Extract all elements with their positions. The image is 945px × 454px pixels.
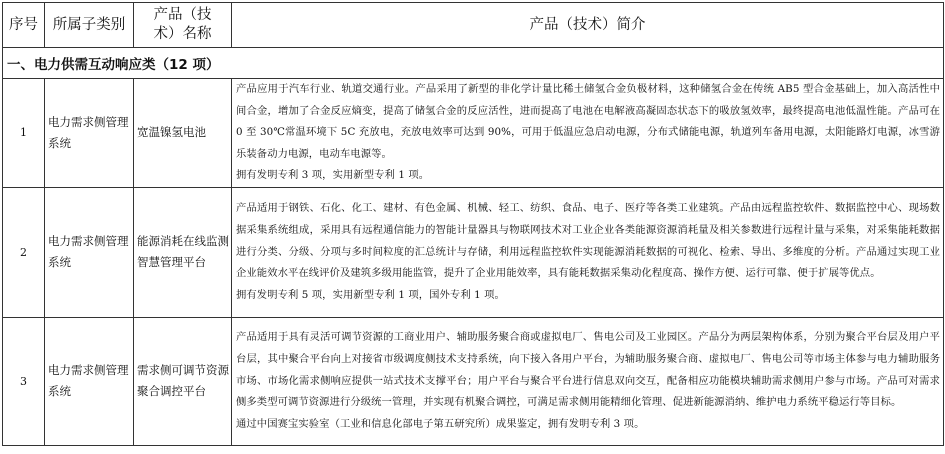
row-product-name: 宽温镍氢电池 bbox=[134, 79, 232, 188]
row-product-name: 能源消耗在线监测智慧管理平台 bbox=[134, 187, 232, 317]
patent-text: 拥有发明专利 5 项，实用新型专利 1 项，国外专利 1 项。 bbox=[236, 288, 505, 301]
row-category: 电力需求侧管理系统 bbox=[45, 317, 134, 445]
row-description bbox=[232, 317, 944, 445]
row-category: 电力需求侧管理系统 bbox=[45, 79, 134, 188]
section-title: 一、电力供需互动响应类（12 项） bbox=[3, 48, 944, 79]
row-category: 电力需求侧管理系统 bbox=[45, 187, 134, 317]
row-description bbox=[232, 79, 944, 188]
description-text: 产品适用于具有灵活可调节资源的工商业用户、辅助服务聚合商或虚拟电厂、售电公司及工业园区。产品分为两层架构体系，分别为聚合平台层及用户平台层，其中聚合平台向上对接省市级调度侧技术支持系统，向下接入各用户平台，为辅助服务聚合商、虚拟电厂、售电公司等市场主体参与电力辅助服务市场、市场化需求侧响应提供一站式技术支撑平台；用户平台与聚合平台进行信息双向交互，配备相应功能模块辅助需求侧用户参与市场。产品可对需求侧多类型可调节资源进行分级统一管理，并实现有机聚合调控，可满足需求侧用能精细化管理、促进新能源消纳、维护电力系统平稳运行等目标。 bbox=[236, 331, 940, 409]
row-number: 2 bbox=[3, 187, 45, 317]
section-row bbox=[3, 48, 944, 79]
header-desc: 产品（技术）简介 bbox=[232, 3, 944, 48]
row-number: 3 bbox=[3, 317, 45, 445]
row-description bbox=[232, 187, 944, 317]
row-product-name: 需求侧可调节资源聚合调控平台 bbox=[134, 317, 232, 445]
table-header-row bbox=[3, 3, 944, 48]
description-text: 产品适用于钢铁、石化、化工、建材、有色金属、机械、轻工、纺织、食品、电子、医疗等各类工业建筑。产品由远程监控软件、数据监控中心、现场数据采集系统组成，采用具有远程通信能力的智能计量器具与物联网技术对工业企业各类能源资源消耗量及相关参数进行远程计量与采集，对采集能耗数据进行分类、分级、分项与多时间粒度的汇总统计与存储，利用远程监控软件实现能源消耗数据的可视化、检索、导出、多维度的分析。产品通过实现工业企业能效水平在线评价及建筑多级用能监管，提升了企业用能效率，具有能耗数据采集动化程度高、操作方便、运行可靠、便于扩展等优点。 bbox=[236, 202, 940, 280]
header-no: 序号 bbox=[3, 3, 45, 48]
table-row bbox=[3, 79, 944, 188]
table-row bbox=[3, 187, 944, 317]
product-table bbox=[2, 2, 944, 446]
description-text: 产品应用于汽车行业、轨道交通行业。产品采用了新型的非化学计量比稀土储氢合金负极材料，这种储氢合金在传统 AB5 型合金基础上，加入高活性中间合金，增加了合金反应熵变，提高了储氢合金的反应活性，进而提高了电池在电解液高凝固态状态下的吸放氢效率，最终提高电池低温性能。产品可在 0 至 30℃常温环境下 5C 充放电，充放电效率可达到 90%，可用于低温应急启动电源，分布式储能电源，轨道列车备用电源，太阳能路灯电源，冰雪游乐装备动力电源，电动车电源等。 bbox=[236, 83, 940, 160]
header-name: 产品（技术）名称 bbox=[134, 3, 232, 48]
row-number: 1 bbox=[3, 79, 45, 188]
patent-text: 通过中国赛宝实验室（工业和信息化部电子第五研究所）成果鉴定，拥有发明专利 3 项。 bbox=[236, 417, 645, 430]
table-row bbox=[3, 317, 944, 445]
patent-text: 拥有发明专利 3 项，实用新型专利 1 项。 bbox=[236, 169, 430, 182]
header-category: 所属子类别 bbox=[45, 3, 134, 48]
